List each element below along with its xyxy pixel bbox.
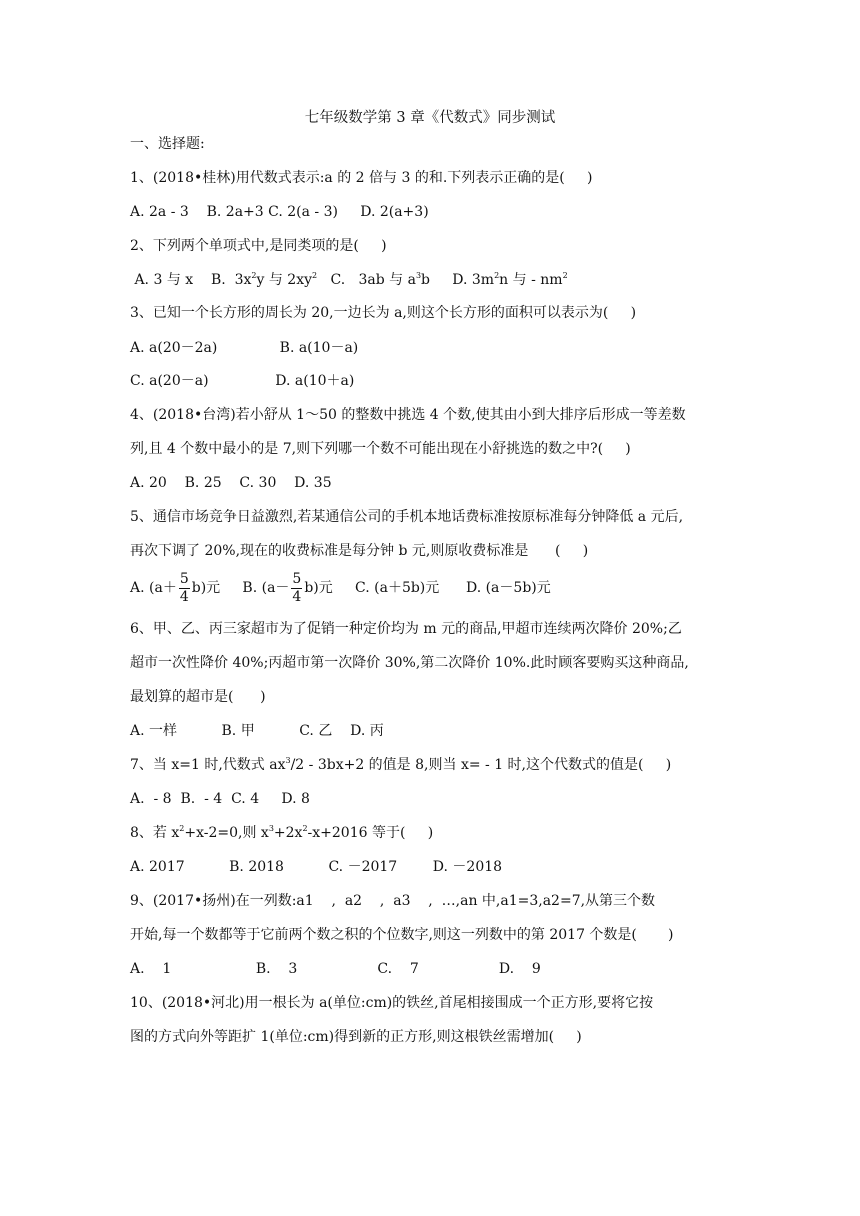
superscript: 2	[251, 271, 257, 280]
superscript: 2	[562, 271, 568, 280]
question-10-line-2: 图的方式向外等距扩 1(单位:cm)得到新的正方形,则这根铁丝需增加( )	[130, 1029, 582, 1045]
question-9-line-1: 9、(2017•扬州)在一列数:a1 , a2 , a3 , …,an 中,a1=3,a2=7,从第三个数	[130, 893, 656, 909]
q8-text: 8、若 x	[130, 825, 180, 841]
superscript: 3	[268, 824, 274, 833]
fraction-numerator: 5	[179, 570, 189, 587]
question-1-options: A. 2a - 3 B. 2a+3 C. 2(a - 3) D. 2(a+3)	[130, 204, 429, 220]
question-9-options: A. 1 B. 3 C. 7 D. 9	[130, 961, 541, 977]
question-5-line-1: 5、通信市场竞争日益激烈,若某通信公司的手机本地话费标准按原标准每分钟降低 a 元后,	[130, 509, 684, 525]
question-4-line-1: 4、(2018•台湾)若小舒从 1～50 的整数中挑选 4 个数,使其由小到大排序后形成一等差数	[130, 407, 686, 423]
q2-text: b D. 3m	[421, 272, 495, 288]
question-4-options: A. 20 B. 25 C. 30 D. 35	[130, 475, 332, 491]
question-9-line-2: 开始,每一个数都等于它前两个数之积的个位数字,则这一列数中的第 2017 个数是( )	[130, 927, 674, 943]
question-4-line-2: 列,且 4 个数中最小的是 7,则下列哪一个数不可能出现在小舒挑选的数之中?( )	[130, 441, 631, 457]
superscript: 2	[312, 271, 318, 280]
question-1-stem: 1、(2018•桂林)用代数式表示:a 的 2 倍与 3 的和.下列表示正确的是( )	[130, 170, 593, 186]
question-3-options-cd: C. a(20－a) D. a(10＋a)	[130, 373, 355, 389]
superscript: 3	[415, 271, 422, 280]
section-heading: 一、选择题:	[130, 136, 205, 152]
q8-text: +2x	[273, 825, 303, 841]
question-8-options: A. 2017 B. 2018 C. －2017 D. －2018	[130, 859, 503, 875]
question-6-line-1: 6、甲、乙、丙三家超市为了促销一种定价均为 m 元的商品,甲超市连续两次降价 20%;乙	[130, 621, 682, 637]
q2-text: n 与 - nm	[499, 272, 563, 288]
question-5-options	[130, 568, 551, 608]
q7-text: /2 - 3bx+2 的值是 8,则当 x= - 1 时,这个代数式的值是( )	[290, 757, 672, 773]
q7-text: 7、当 x=1 时,代数式 ax	[130, 757, 286, 773]
superscript: 2	[179, 824, 185, 833]
question-7-stem	[130, 755, 671, 775]
q8-text: -x+2016 等于( )	[307, 825, 434, 841]
q5-option-b: b)元 B. (a－	[191, 580, 290, 596]
question-6-line-2: 超市一次性降价 40%;丙超市第一次降价 30%,第二次降价 10%.此时顾客要购买这种商品,	[130, 655, 689, 671]
q5-option-cd: b)元 C. (a＋5b)元 D. (a－5b)元	[304, 580, 551, 596]
question-5-line-2: 再次下调了 20%,现在的收费标准是每分钟 b 元,则原收费标准是 ( )	[130, 543, 589, 559]
fraction-denominator: 4	[292, 588, 302, 605]
page-title: 七年级数学第 3 章《代数式》同步测试	[304, 110, 556, 126]
superscript: 3	[285, 756, 291, 765]
question-6-options: A. 一样 B. 甲 C. 乙 D. 丙	[130, 723, 384, 739]
question-8-stem	[130, 823, 433, 843]
fraction	[179, 572, 190, 605]
q8-text: +x-2=0,则 x	[184, 825, 269, 841]
superscript: 2	[494, 271, 500, 280]
question-2-options	[130, 270, 568, 290]
question-3-stem: 3、已知一个长方形的周长为 20,一边长为 a,则这个长方形的面积可以表示为( )	[130, 305, 637, 321]
q2-option-a: A. 3 与 x B. 3x	[130, 272, 252, 288]
q2-option-c: C. 3ab 与 a	[317, 272, 416, 288]
question-3-options-ab: A. a(20－2a) B. a(10－a)	[130, 340, 359, 356]
question-10-line-1: 10、(2018•河北)用一根长为 a(单位:cm)的铁丝,首尾相接围成一个正方形,要将它按	[130, 995, 654, 1011]
question-7-options: A. - 8 B. - 4 C. 4 D. 8	[130, 791, 310, 807]
question-6-line-3: 最划算的超市是( )	[130, 689, 266, 705]
q2-text: y 与 2xy	[256, 272, 313, 288]
fraction-denominator: 4	[179, 588, 189, 605]
question-2-stem: 2、下列两个单项式中,是同类项的是( )	[130, 238, 387, 254]
q5-option-a: A. (a＋	[130, 580, 177, 596]
fraction	[291, 572, 302, 605]
superscript: 2	[302, 824, 308, 833]
fraction-numerator: 5	[292, 570, 302, 587]
